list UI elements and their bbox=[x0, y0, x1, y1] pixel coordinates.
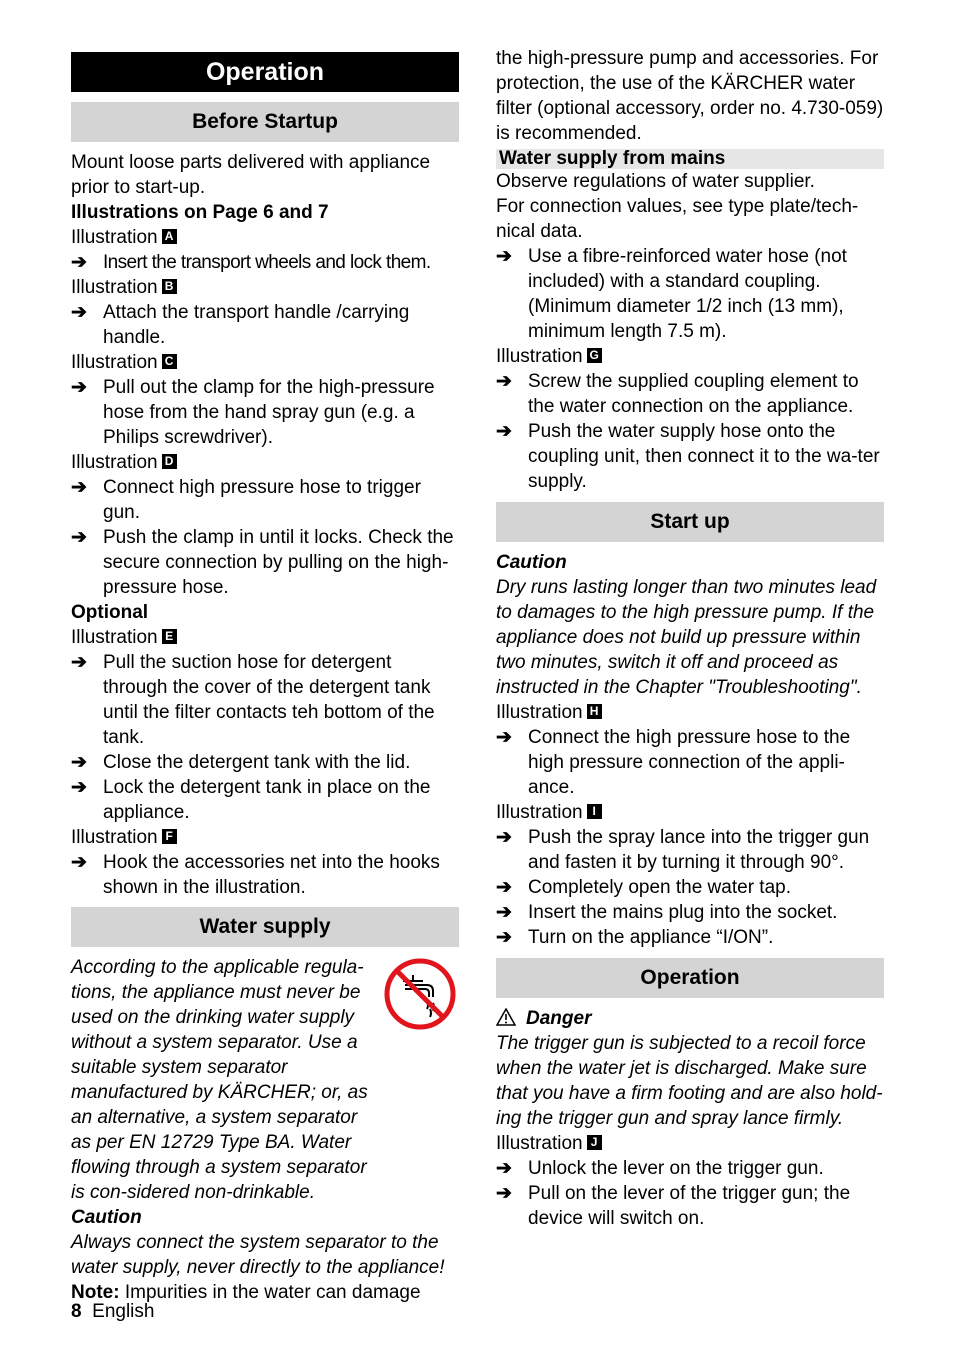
step: ➔ Use a fibre-reinforced water hose (not included) with a standard coupling. (Minimum diameter 1/2 inch (13 mm), minimum length 7.5 m). bbox=[496, 246, 847, 342]
continued-text: the high-pressure pump and accessories. For protection, the use of the KÄRCHER water filter (optional accessory, order no. 4.730-059) is recommended. bbox=[496, 48, 884, 144]
right-column bbox=[496, 46, 884, 1231]
danger-heading: Danger bbox=[496, 1006, 884, 1031]
arrow-icon: ➔ bbox=[71, 477, 87, 498]
arrow-icon: ➔ bbox=[71, 377, 87, 398]
step: ➔ Screw the supplied coupling element to the water connection on the appliance. bbox=[496, 371, 859, 417]
illustration-label: Illustration J bbox=[496, 1131, 884, 1156]
footer-language: English bbox=[92, 1301, 155, 1322]
step: ➔ Insert the transport wheels and lock them. bbox=[71, 252, 431, 273]
illustration-tag-i: I bbox=[587, 804, 602, 819]
arrow-icon: ➔ bbox=[496, 1183, 512, 1204]
heading-start-up: Start up bbox=[496, 502, 884, 542]
illustration-tag-d: D bbox=[162, 454, 177, 469]
illustration-tag-g: G bbox=[587, 348, 602, 363]
arrow-icon: ➔ bbox=[71, 777, 87, 798]
illustration-tag-b: B bbox=[162, 279, 177, 294]
illustration-label: Illustration C bbox=[71, 350, 459, 375]
step: ➔ Attach the transport handle /carrying handle. bbox=[71, 302, 410, 348]
arrow-icon: ➔ bbox=[71, 752, 87, 773]
illustration-label: Illustration F bbox=[71, 825, 459, 850]
illustration-label: Illustration G bbox=[496, 344, 884, 369]
arrow-icon: ➔ bbox=[496, 421, 512, 442]
danger-text: The trigger gun is subjected to a recoil force when the water jet is discharged. Make sure that you have a firm footing and are also hold-ing the trigger gun and spray lance firmly. bbox=[496, 1033, 883, 1129]
step: ➔ Unlock the lever on the trigger gun. bbox=[496, 1158, 824, 1179]
step: ➔ Hook the accessories net into the hooks shown in the illustration. bbox=[71, 852, 440, 898]
heading-water-supply-mains: Water supply from mains bbox=[496, 149, 884, 169]
page-footer bbox=[71, 1299, 154, 1324]
arrow-icon: ➔ bbox=[496, 877, 512, 898]
step: ➔ Pull on the lever of the trigger gun; the device will switch on. bbox=[496, 1183, 851, 1229]
page-number: 8 bbox=[71, 1301, 82, 1322]
heading-before-startup: Before Startup bbox=[71, 102, 459, 142]
step: ➔ Pull the suction hose for detergent through the cover of the detergent tank until the filter contacts teh bottom of the tank. bbox=[71, 652, 435, 748]
caution-label: Caution bbox=[496, 552, 567, 573]
optional-label: Optional bbox=[71, 602, 149, 623]
step: ➔ Completely open the water tap. bbox=[496, 877, 791, 898]
no-drinking-water-icon bbox=[383, 957, 457, 1031]
step: ➔ Lock the detergent tank in place on the appliance. bbox=[71, 777, 431, 823]
arrow-icon: ➔ bbox=[496, 1158, 512, 1179]
illustrations-ref: Illustrations on Page 6 and 7 bbox=[71, 202, 329, 223]
section-title-operation: Operation bbox=[71, 52, 459, 92]
arrow-icon: ➔ bbox=[496, 827, 512, 848]
caution-text: Always connect the system separator to the water supply, never directly to the appliance! bbox=[71, 1232, 445, 1278]
caution-text: Dry runs lasting longer than two minutes lead to damages to the high pressure pump. If the appliance does not build up pressure within two minutes, switch it off and proceed as instructed in the Chapter "Troubleshooting". bbox=[496, 577, 877, 698]
step: ➔ Close the detergent tank with the lid. bbox=[71, 752, 411, 773]
illustration-label: Illustration A bbox=[71, 225, 459, 250]
arrow-icon: ➔ bbox=[496, 927, 512, 948]
step: ➔ Connect the high pressure hose to the high pressure connection of the appli-ance. bbox=[496, 727, 851, 798]
step: ➔ Push the water supply hose onto the coupling unit, then connect it to the wa-ter supply. bbox=[496, 421, 880, 492]
caution-label: Caution bbox=[71, 1207, 142, 1228]
step: ➔ Pull out the clamp for the high-pressure hose from the hand spray gun (e.g. a Philips screwdriver). bbox=[71, 377, 435, 448]
illustration-tag-c: C bbox=[162, 354, 177, 369]
illustration-tag-j: J bbox=[587, 1135, 602, 1150]
illustration-tag-f: F bbox=[162, 829, 177, 844]
arrow-icon: ➔ bbox=[496, 246, 512, 267]
arrow-icon: ➔ bbox=[71, 527, 87, 548]
arrow-icon: ➔ bbox=[496, 902, 512, 923]
step: ➔ Push the spray lance into the trigger gun and fasten it by turning it through 90°. bbox=[496, 827, 870, 873]
step: ➔ Insert the mains plug into the socket. bbox=[496, 902, 838, 923]
illustration-label: Illustration D bbox=[71, 450, 459, 475]
arrow-icon: ➔ bbox=[496, 371, 512, 392]
illustration-label: Illustration B bbox=[71, 275, 459, 300]
illustration-tag-e: E bbox=[162, 629, 177, 644]
illustration-label: Illustration I bbox=[496, 800, 884, 825]
heading-water-supply: Water supply bbox=[71, 907, 459, 947]
arrow-icon: ➔ bbox=[496, 727, 512, 748]
arrow-icon: ➔ bbox=[71, 652, 87, 673]
arrow-icon: ➔ bbox=[71, 302, 87, 323]
intro-text: Mount loose parts delivered with appliance prior to start-up. bbox=[71, 152, 431, 198]
illustration-tag-a: A bbox=[162, 229, 177, 244]
warning-triangle-icon bbox=[496, 1008, 516, 1026]
mains-text-1: Observe regulations of water supplier. bbox=[496, 171, 815, 192]
illustration-label: Illustration H bbox=[496, 700, 884, 725]
step: ➔ Push the clamp in until it locks. Check the secure connection by pulling on the high-pressure hose. bbox=[71, 527, 454, 598]
step: ➔ Connect high pressure hose to trigger gun. bbox=[71, 477, 421, 523]
heading-operation: Operation bbox=[496, 958, 884, 998]
arrow-icon: ➔ bbox=[71, 252, 87, 273]
illustration-tag-h: H bbox=[587, 704, 602, 719]
note-text: Note: Impurities in the water can damage bbox=[71, 1282, 421, 1303]
water-supply-text: According to the applicable regula-tions, the appliance must never be used on the drinking water supply without a system separator. Use a suitable system separator manufactured by KÄRCHER; or, as an alternative, a system separator as per EN 12729 Type BA. Water flowing through a system separator is con-sidered non-drinkable. bbox=[71, 957, 368, 1203]
illustration-label: Illustration E bbox=[71, 625, 459, 650]
step: ➔ Turn on the appliance “I/ON”. bbox=[496, 927, 774, 948]
mains-text-2: For connection values, see type plate/tech-nical data. bbox=[496, 196, 859, 242]
left-column bbox=[71, 48, 459, 1305]
arrow-icon: ➔ bbox=[71, 852, 87, 873]
